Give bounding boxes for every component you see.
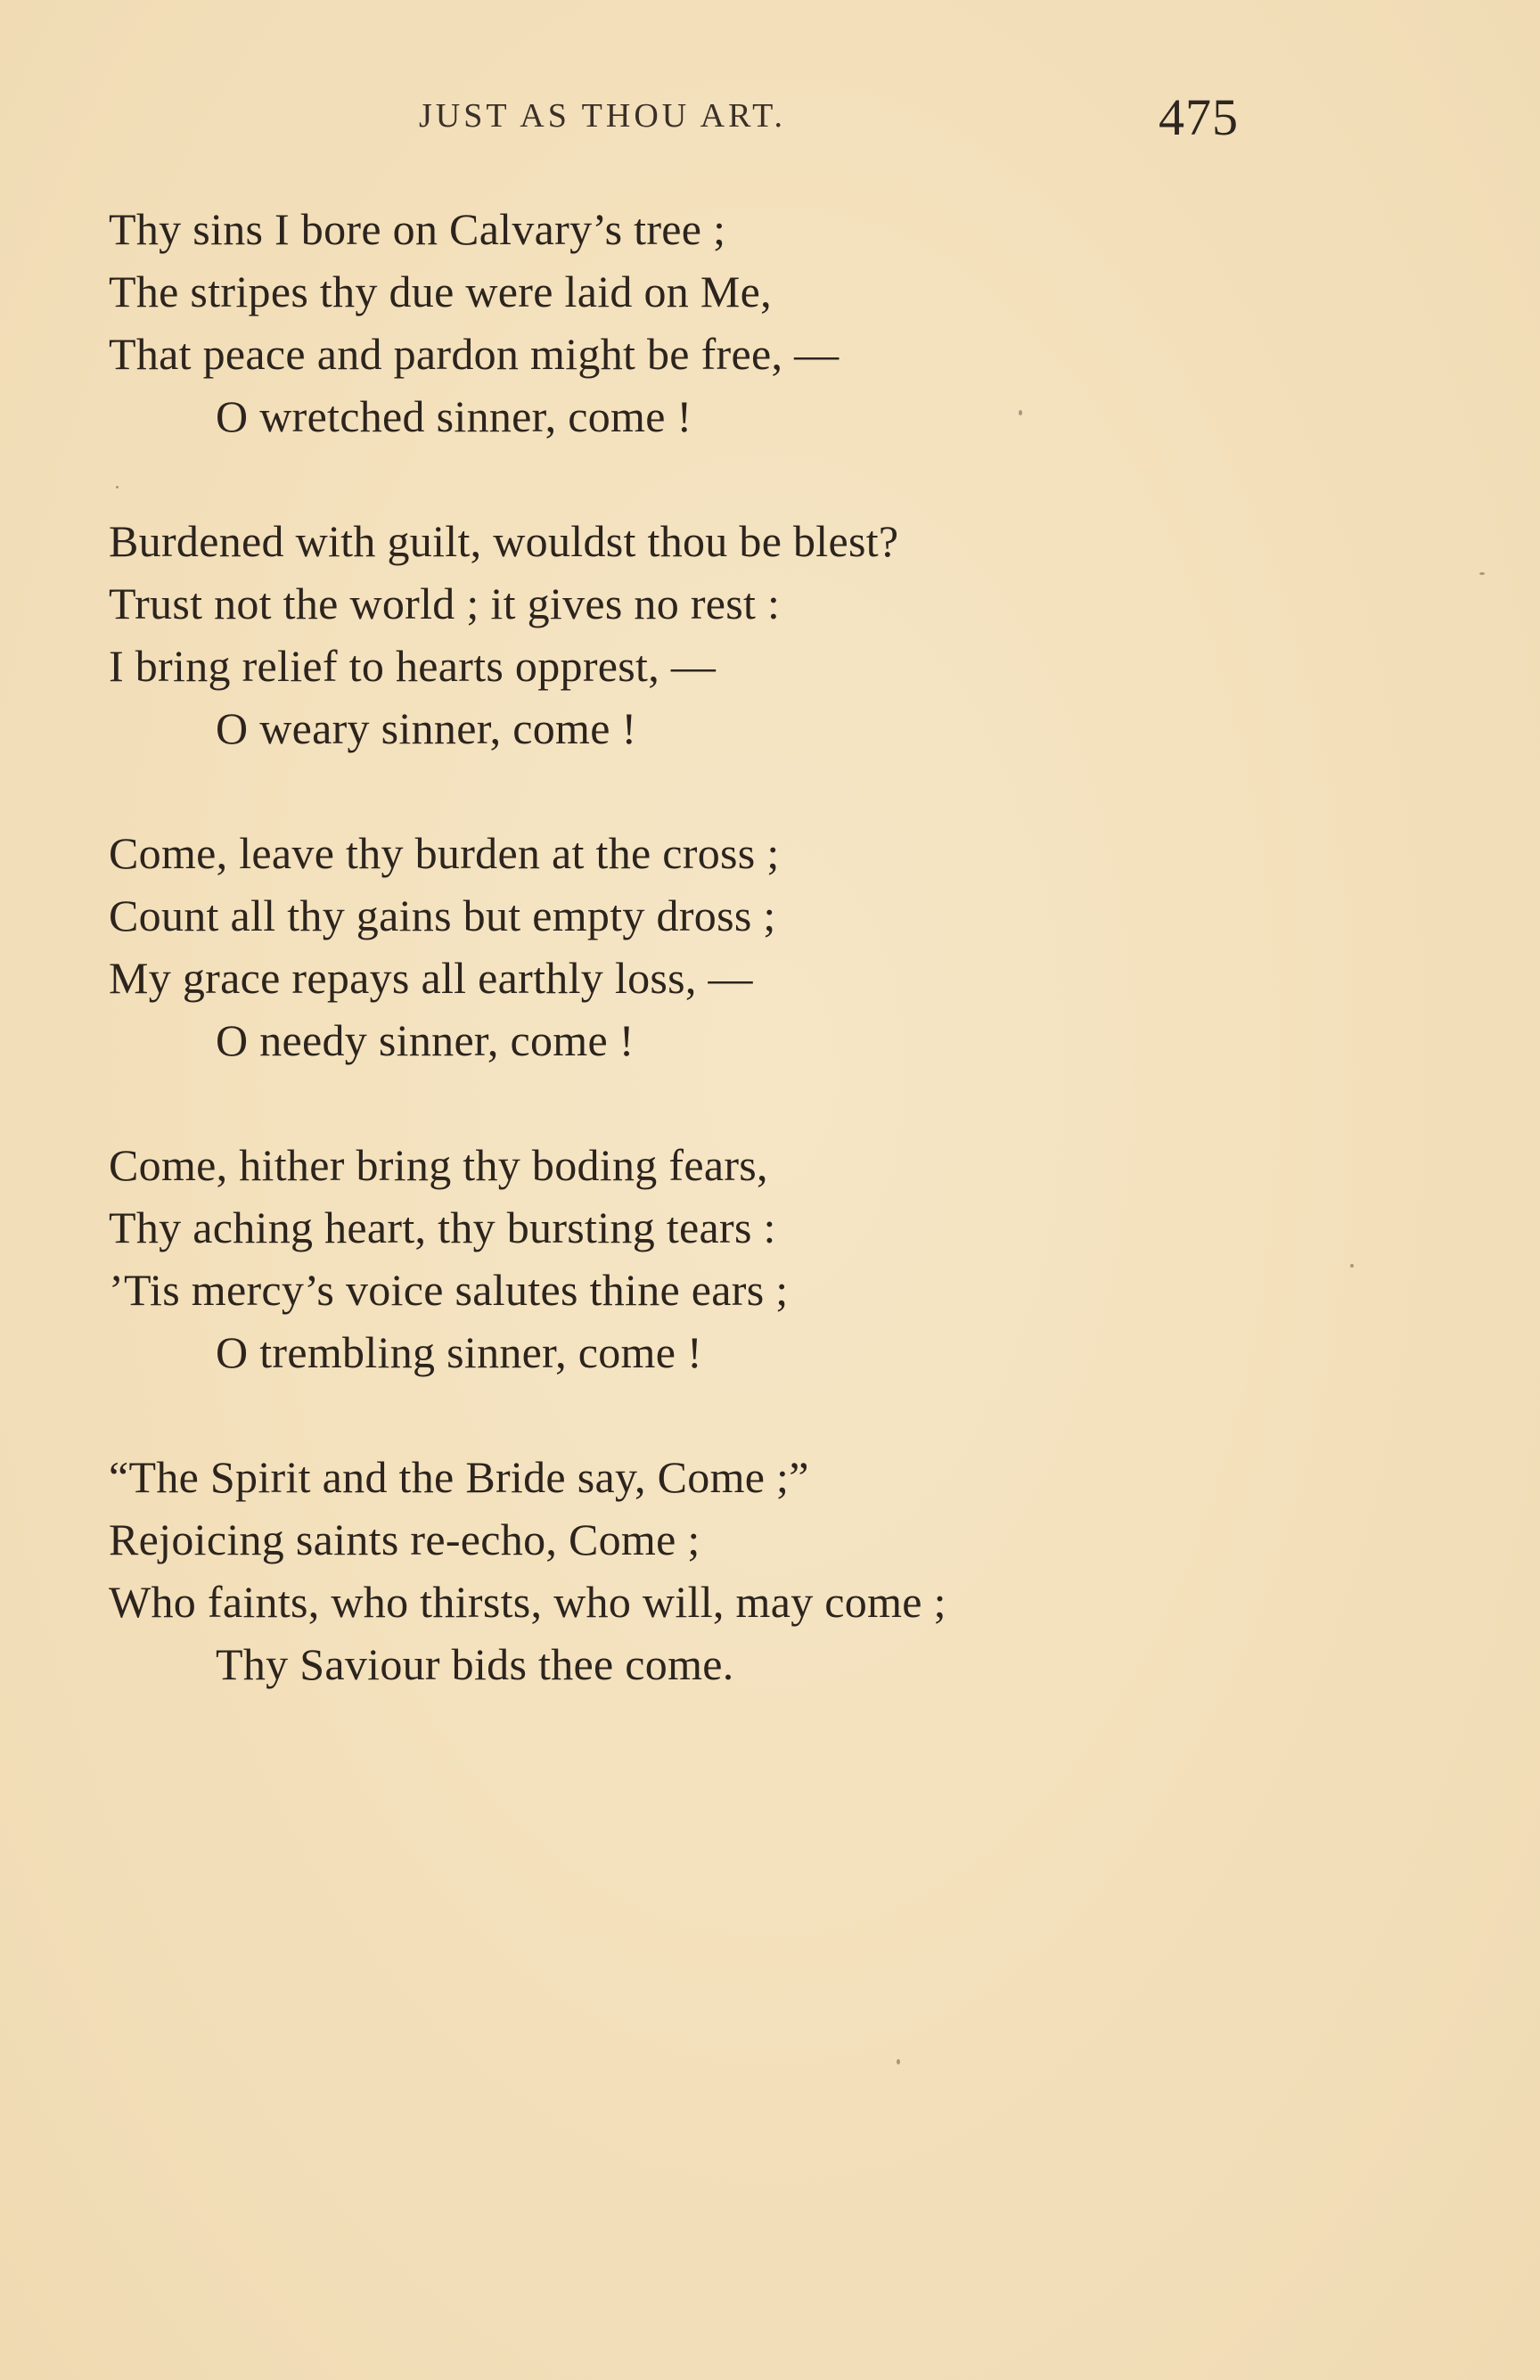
poem-line: Come, leave thy burden at the cross ; [109,828,780,878]
poem-refrain: Thy Saviour bids thee come. [216,1639,734,1689]
stanza-1 [109,198,1446,447]
poem-line: The stripes thy due were laid on Me, [109,267,772,316]
stanza-3 [109,822,1446,1071]
poem-refrain: O weary sinner, come ! [216,703,637,753]
stanza-2 [109,510,1446,759]
page-number: 475 [1159,88,1239,146]
poem-line: Count all thy gains but empty dross ; [109,890,776,940]
poem-line: I bring relief to hearts opprest, — [109,641,717,691]
poem-line: My grace repays all earthly loss, — [109,953,753,1003]
poem-line: Burdened with guilt, wouldst thou be blest? [109,516,899,566]
stanza-4 [109,1134,1446,1383]
poem-line: ’Tis mercy’s voice salutes thine ears ; [109,1265,789,1315]
poem-line: “The Spirit and the Bride say, Come ;” [109,1452,809,1502]
poem-line: Thy aching heart, thy bursting tears : [109,1202,776,1252]
poem-refrain: O needy sinner, come ! [216,1015,635,1065]
paper-speck [1350,1264,1354,1268]
paper-speck [897,2059,900,2064]
running-title: JUST AS THOU ART. [419,97,787,135]
poem-line: Trust not the world ; it gives no rest : [109,579,781,628]
poem-line: Rejoicing saints re-echo, Come ; [109,1514,700,1564]
stanza-5 [109,1446,1446,1695]
paper-speck [116,486,119,488]
poem-line: That peace and pardon might be free, — [109,329,840,379]
paper-speck [1479,572,1485,575]
poem-refrain: O trembling sinner, come ! [216,1327,702,1377]
poem-line: Come, hither bring thy boding fears, [109,1140,768,1190]
poem-line: Who faints, who thirsts, who will, may come ; [109,1577,946,1627]
poem [109,198,1446,1758]
poem-line: Thy sins I bore on Calvary’s tree ; [109,204,726,254]
paper-speck [1019,410,1022,415]
poem-refrain: O wretched sinner, come ! [216,391,692,441]
